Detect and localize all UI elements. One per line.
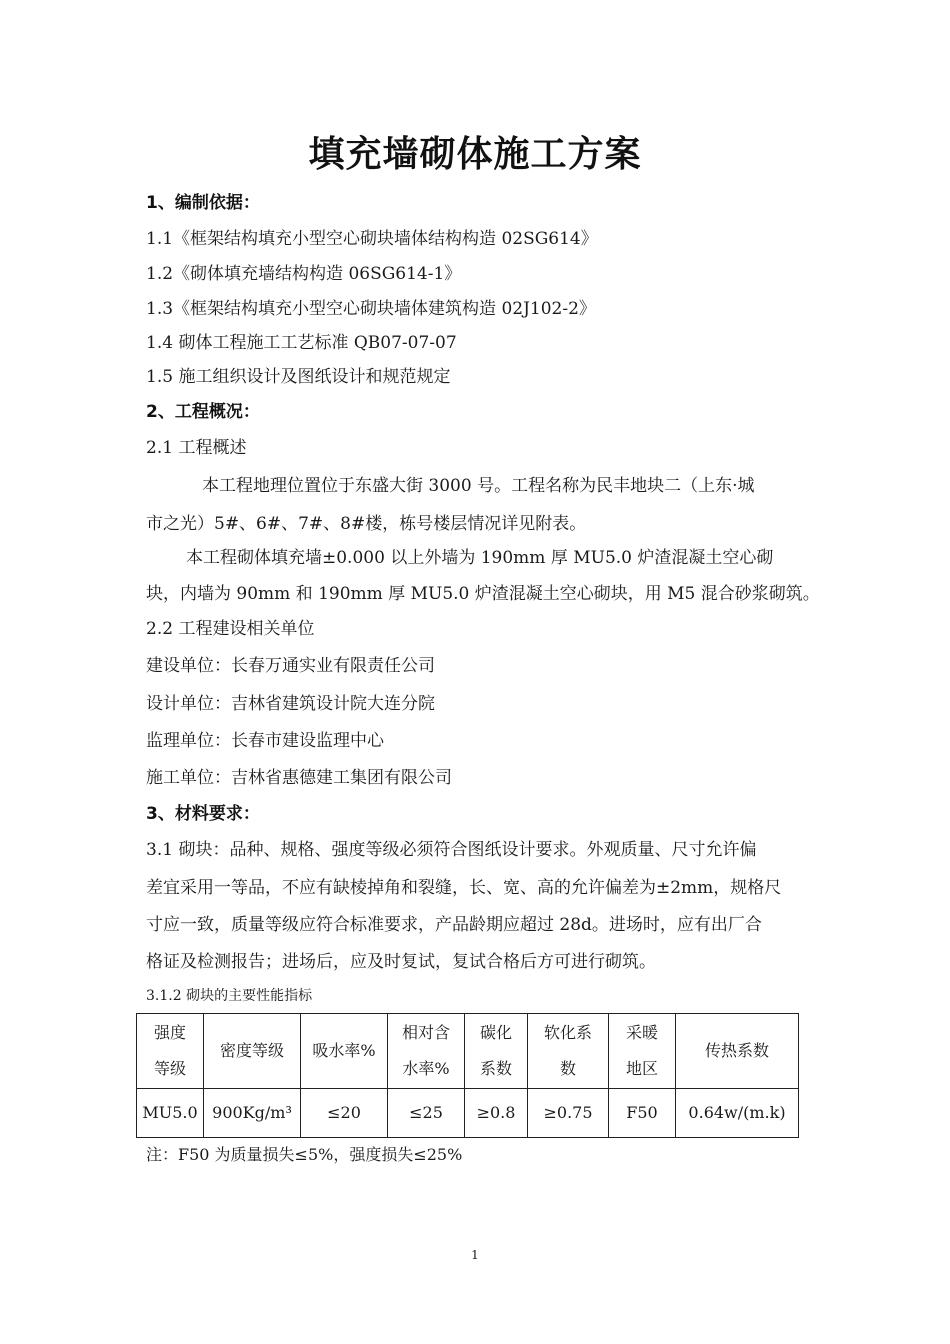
heading-basis: 1、编制依据： xyxy=(146,193,260,213)
table-cell: ≥0.75 xyxy=(528,1089,609,1138)
basis-item: 1.5 施工组织设计及图纸设计和规范规定 xyxy=(146,367,451,387)
header-cell xyxy=(528,1014,609,1089)
header-cell xyxy=(137,1014,204,1089)
header-cell xyxy=(388,1014,465,1089)
table-cell: MU5.0 xyxy=(137,1089,204,1138)
header-text: 水率% xyxy=(402,1059,450,1078)
paragraph-line: 市之光）5#、6#、7#、8#楼，栋号楼层情况详见附表。 xyxy=(146,514,587,534)
table-cell: ≤25 xyxy=(388,1089,465,1138)
table-note: 注：F50 为质量损失≤5%，强度损失≤25% xyxy=(146,1145,463,1164)
document-title: 填充墙砌体施工方案 xyxy=(308,134,642,175)
header-text: 数 xyxy=(559,1059,576,1078)
unit-line: 设计单位：吉林省建筑设计院大连分院 xyxy=(146,694,435,714)
header-text: 吸水率% xyxy=(312,1041,376,1060)
performance-table xyxy=(136,1013,799,1138)
header-text: 相对含 xyxy=(401,1023,450,1042)
performance-table-wrap xyxy=(136,1013,799,1138)
header-text: 等级 xyxy=(153,1059,186,1078)
header-cell xyxy=(204,1014,301,1089)
table-row xyxy=(137,1089,799,1138)
paragraph-line: 3.1 砌块：品种、规格、强度等级必须符合图纸设计要求。外观质量、尺寸允许偏 xyxy=(146,840,757,860)
table-cell: 0.64w/(m.k) xyxy=(676,1089,799,1138)
header-cell xyxy=(301,1014,388,1089)
header-text: 采暖 xyxy=(625,1023,658,1042)
heading-overview: 2、工程概况： xyxy=(146,402,260,422)
table-cell: ≥0.8 xyxy=(465,1089,528,1138)
subheading-overview: 2.1 工程概述 xyxy=(146,438,247,458)
header-text: 软化系 xyxy=(543,1023,592,1042)
header-text: 强度 xyxy=(153,1023,186,1042)
table-caption: 3.1.2 砌块的主要性能指标 xyxy=(146,988,313,1004)
header-cell xyxy=(676,1014,799,1089)
unit-line: 建设单位：长春万通实业有限责任公司 xyxy=(146,656,435,676)
table-header-row xyxy=(137,1014,799,1089)
heading-materials: 3、材料要求： xyxy=(146,804,260,824)
table-cell: ≤20 xyxy=(301,1089,388,1138)
header-cell xyxy=(609,1014,676,1089)
page-number: 1 xyxy=(471,1248,479,1262)
basis-item: 1.3《框架结构填充小型空心砌块墙体建筑构造 02J102-2》 xyxy=(146,299,596,319)
paragraph-line: 块，内墙为 90mm 和 190mm 厚 MU5.0 炉渣混凝土空心砌块，用 M5 混合砂浆砌筑。 xyxy=(146,584,820,604)
paragraph-line: 本工程地理位置位于东盛大街 3000 号。工程名称为民丰地块二（上东·城 xyxy=(202,476,755,496)
unit-line: 施工单位：吉林省惠德建工集团有限公司 xyxy=(146,768,452,788)
header-cell xyxy=(465,1014,528,1089)
subheading-units: 2.2 工程建设相关单位 xyxy=(146,619,315,639)
table-cell: F50 xyxy=(609,1089,676,1138)
unit-line: 监理单位：长春市建设监理中心 xyxy=(146,731,384,751)
paragraph-line: 寸应一致，质量等级应符合标准要求，产品龄期应超过 28d。进场时，应有出厂合 xyxy=(146,915,762,935)
basis-item: 1.4 砌体工程施工工艺标准 QB07-07-07 xyxy=(146,333,457,353)
basis-item: 1.2《砌体填充墙结构构造 06SG614-1》 xyxy=(146,264,462,284)
paragraph-line: 本工程砌体填充墙±0.000 以上外墙为 190mm 厚 MU5.0 炉渣混凝土空心砌 xyxy=(186,548,774,568)
header-text: 碳化 xyxy=(479,1023,512,1042)
header-text: 密度等级 xyxy=(219,1041,284,1060)
header-text: 系数 xyxy=(479,1059,512,1078)
table-cell: 900Kg/m³ xyxy=(204,1089,301,1138)
paragraph-line: 差宜采用一等品，不应有缺棱掉角和裂缝，长、宽、高的允许偏差为±2mm，规格尺 xyxy=(146,878,782,898)
header-text: 地区 xyxy=(625,1059,658,1078)
header-text: 传热系数 xyxy=(704,1041,769,1060)
basis-item: 1.1《框架结构填充小型空心砌块墙体结构构造 02SG614》 xyxy=(146,229,598,249)
paragraph-line: 格证及检测报告；进场后，应及时复试，复试合格后方可进行砌筑。 xyxy=(146,952,656,972)
